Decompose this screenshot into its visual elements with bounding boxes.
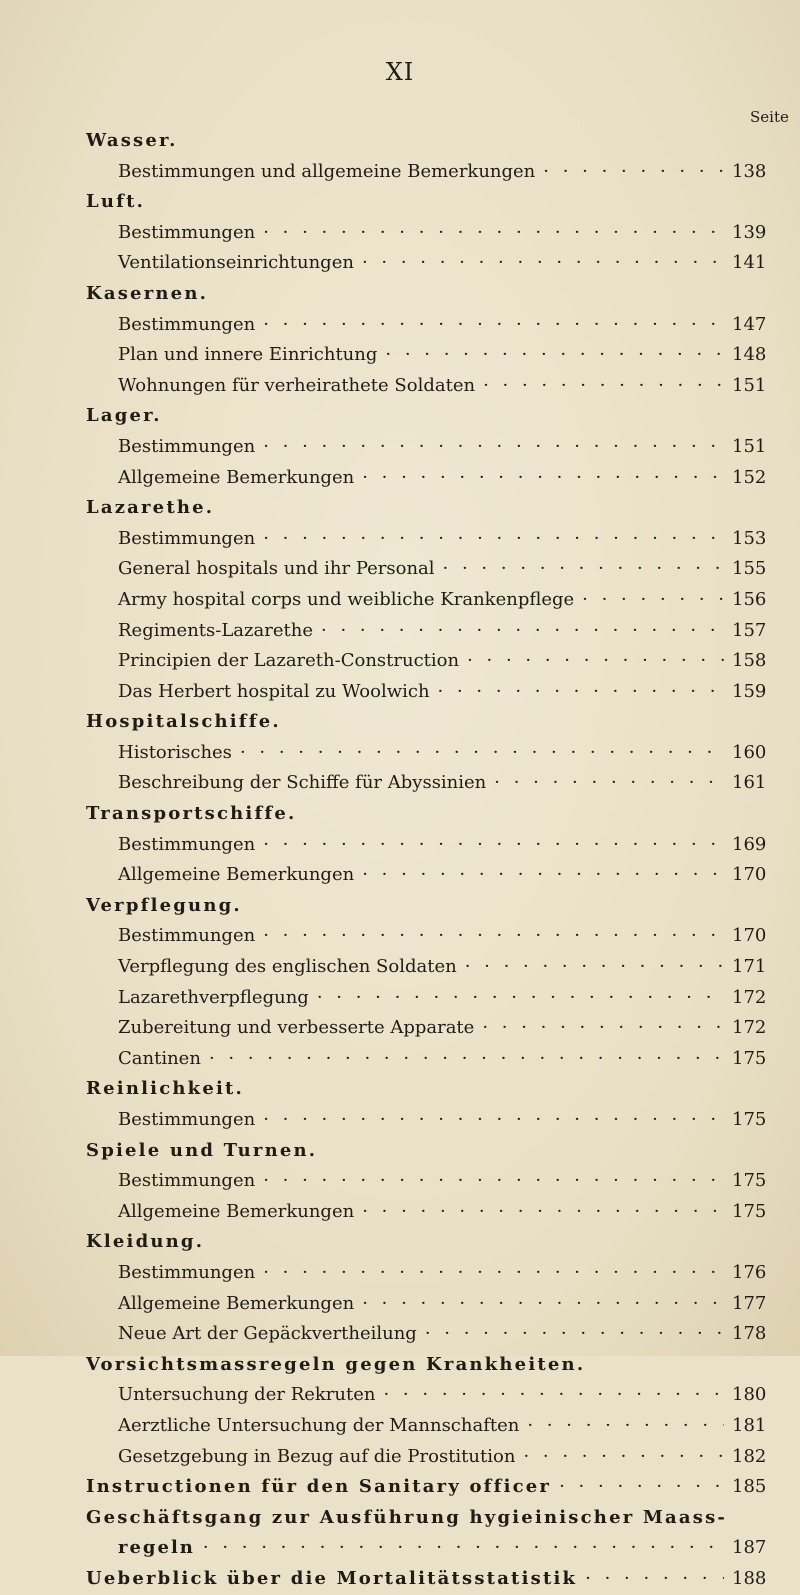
entry-title: Aerztliche Untersuchung der Mannschaften (118, 1414, 520, 1436)
toc-section-continuation (0, 1533, 800, 1564)
dot-leader (263, 432, 724, 463)
section-title: Geschäftsgang zur Ausführung hygieinischer Maass- (86, 1506, 728, 1528)
toc-entry (0, 432, 800, 463)
table-of-contents (0, 126, 800, 1595)
entry-title: Neue Art der Gepäckvertheilung (118, 1323, 417, 1345)
section-title: Wasser. (86, 130, 178, 151)
entry-title: Allgemeine Bemerkungen (118, 864, 355, 886)
page-reference: 175 (732, 1200, 767, 1222)
toc-entry (0, 1105, 800, 1136)
entry-title: Plan und innere Einrichtung (118, 344, 378, 366)
entry-title: Bestimmungen (118, 221, 256, 243)
toc-entry (0, 1442, 800, 1473)
toc-entry (0, 952, 800, 983)
entry-title: Wohnungen für verheirathete Soldaten (118, 374, 476, 396)
entry-title: Regiments-Lazarethe (118, 619, 313, 641)
toc-entry (0, 616, 800, 647)
toc-section-heading (0, 1227, 800, 1258)
section-title: Kleidung. (86, 1231, 205, 1253)
entry-title: Bestimmungen und allgemeine Bemerkungen (118, 160, 536, 182)
toc-entry (0, 340, 800, 371)
dot-leader (425, 1319, 724, 1350)
toc-entry (0, 921, 800, 952)
entry-title: Bestimmungen (118, 1261, 256, 1283)
entry-title: Zubereitung und verbesserte Apparate (118, 1017, 475, 1039)
dot-leader (317, 983, 724, 1014)
dot-leader (203, 1533, 724, 1564)
dot-leader (362, 1289, 724, 1320)
dot-leader (443, 554, 724, 585)
toc-entry (0, 1013, 800, 1044)
entry-title: Bestimmungen (118, 435, 256, 457)
page-reference: 185 (732, 1476, 767, 1498)
section-title: Instructionen für den Sanitary officer (86, 1476, 552, 1498)
toc-entry (0, 677, 800, 708)
dot-leader (362, 463, 724, 494)
toc-section-heading (0, 1503, 800, 1534)
page-reference: 141 (732, 252, 767, 274)
section-title: regeln (118, 1537, 195, 1559)
dot-leader (385, 340, 724, 371)
page-reference: 138 (732, 160, 767, 182)
section-title: Vorsichtsmassregeln gegen Krankheiten. (86, 1353, 586, 1375)
dot-leader (321, 616, 724, 647)
page-reference: 153 (732, 527, 767, 549)
page-reference: 170 (732, 925, 767, 947)
toc-section-heading (0, 401, 800, 432)
page-reference: 158 (732, 650, 767, 672)
toc-entry (0, 738, 800, 769)
page-reference: 139 (732, 221, 767, 243)
dot-leader (362, 1197, 724, 1228)
toc-entry (0, 1197, 800, 1228)
entry-title: Principien der Lazareth-Construction (118, 650, 460, 672)
entry-title: Cantinen (118, 1047, 201, 1069)
entry-title: Untersuchung der Rekruten (118, 1384, 376, 1406)
toc-section-heading (0, 1472, 800, 1503)
toc-section-heading (0, 1350, 800, 1381)
page-reference: 172 (732, 986, 767, 1008)
page-column-label: Seite (750, 108, 789, 126)
toc-entry (0, 524, 800, 555)
toc-entry (0, 463, 800, 494)
dot-leader (263, 524, 724, 555)
dot-leader (585, 1564, 724, 1595)
entry-title: Historisches (118, 741, 232, 763)
page-reference: 181 (732, 1414, 767, 1436)
section-title: Luft. (86, 191, 146, 213)
page-reference: 176 (732, 1261, 767, 1283)
page-reference: 175 (732, 1047, 767, 1069)
toc-section-heading (0, 1136, 800, 1167)
entry-title: Bestimmungen (118, 1109, 256, 1130)
toc-entry (0, 1044, 800, 1075)
page-reference: 161 (732, 772, 767, 794)
dot-leader (263, 218, 724, 249)
toc-entry (0, 830, 800, 861)
dot-leader (209, 1044, 724, 1075)
page-reference: 187 (732, 1537, 767, 1559)
toc-entry (0, 157, 800, 188)
section-title: Lager. (86, 405, 162, 427)
entry-title: Bestimmungen (118, 925, 256, 947)
dot-leader (263, 1105, 724, 1136)
entry-title: Ventilationseinrichtungen (118, 252, 354, 274)
entry-title: Allgemeine Bemerkungen (118, 1200, 355, 1222)
dot-leader (582, 585, 724, 616)
entry-title: Beschreibung der Schiffe für Abyssinien (118, 772, 487, 794)
entry-title: Das Herbert hospital zu Woolwich (118, 680, 430, 702)
page-reference: 156 (732, 588, 767, 610)
dot-leader (482, 1013, 724, 1044)
toc-entry (0, 1380, 800, 1411)
dot-leader (263, 1258, 724, 1289)
dot-leader (465, 952, 724, 983)
page-reference: 159 (732, 680, 767, 702)
toc-entry (0, 1166, 800, 1197)
section-title: Verpflegung. (86, 894, 242, 916)
dot-leader (438, 677, 724, 708)
entry-title: Bestimmungen (118, 1170, 256, 1192)
toc-entry (0, 585, 800, 616)
dot-leader (523, 1442, 724, 1473)
toc-section-heading (0, 707, 800, 738)
section-title: Hospitalschiffe. (86, 711, 281, 733)
dot-leader (494, 768, 724, 799)
page-reference: 177 (732, 1292, 767, 1314)
dot-leader (240, 738, 724, 769)
dot-leader (263, 830, 724, 861)
page-reference: 169 (732, 833, 767, 855)
section-title: Kasernen. (86, 282, 209, 304)
toc-section-heading (0, 493, 800, 524)
page-reference: 155 (732, 558, 767, 580)
dot-leader (559, 1472, 724, 1503)
page-reference: 188 (732, 1567, 767, 1589)
page-reference: 170 (732, 864, 767, 886)
dot-leader (383, 1380, 724, 1411)
entry-title: Gesetzgebung in Bezug auf die Prostitution (118, 1445, 516, 1467)
page-reference: 182 (732, 1445, 767, 1467)
toc-entry (0, 1258, 800, 1289)
section-title: Lazarethe. (86, 497, 215, 519)
toc-entry (0, 860, 800, 891)
section-title: Reinlichkeit. (86, 1078, 245, 1100)
dot-leader (263, 921, 724, 952)
page-reference: 175 (732, 1170, 767, 1192)
page-reference: 147 (732, 313, 767, 335)
dot-leader (263, 1166, 724, 1197)
page-reference: 171 (732, 956, 767, 978)
toc-section-heading (0, 1564, 800, 1595)
toc-section-heading (0, 126, 800, 157)
toc-section-heading (0, 1074, 800, 1105)
dot-leader (483, 371, 724, 402)
toc-section-heading (0, 187, 800, 218)
toc-entry (0, 646, 800, 677)
entry-title: Army hospital corps und weibliche Krankenpflege (118, 588, 575, 610)
section-title: Spiele und Turnen. (86, 1139, 318, 1161)
dot-leader (263, 310, 724, 341)
page-reference: 175 (732, 1109, 767, 1130)
entry-title: Bestimmungen (118, 833, 256, 855)
page-reference: 148 (732, 344, 767, 366)
dot-leader (527, 1411, 724, 1442)
dot-leader (362, 860, 724, 891)
entry-title: Verpflegung des englischen Soldaten (118, 956, 457, 978)
section-title: Ueberblick über die Mortalitätsstatistik (86, 1567, 578, 1589)
dot-leader (467, 646, 724, 677)
toc-entry (0, 983, 800, 1014)
page-reference: 152 (732, 466, 767, 488)
dot-leader (362, 248, 724, 279)
entry-title: Bestimmungen (118, 313, 256, 335)
toc-entry (0, 768, 800, 799)
toc-entry (0, 1319, 800, 1350)
toc-entry (0, 310, 800, 341)
toc-section-heading (0, 799, 800, 830)
toc-entry (0, 1411, 800, 1442)
toc-entry (0, 554, 800, 585)
dot-leader (543, 157, 724, 188)
toc-section-heading (0, 891, 800, 922)
page-number: XI (385, 58, 415, 86)
entry-title: Bestimmungen (118, 527, 256, 549)
toc-section-heading (0, 279, 800, 310)
page-reference: 180 (732, 1384, 767, 1406)
page-reference: 157 (732, 619, 767, 641)
toc-entry (0, 1289, 800, 1320)
page-reference: 178 (732, 1323, 767, 1345)
entry-title: Lazarethverpflegung (118, 986, 309, 1008)
page-reference: 151 (732, 435, 767, 457)
entry-title: Allgemeine Bemerkungen (118, 466, 355, 488)
section-title: Transportschiffe. (86, 803, 297, 825)
toc-entry (0, 371, 800, 402)
toc-entry (0, 248, 800, 279)
entry-title: General hospitals und ihr Personal (118, 558, 435, 580)
page-reference: 151 (732, 374, 767, 396)
page-reference: 160 (732, 741, 767, 763)
entry-title: Allgemeine Bemerkungen (118, 1292, 355, 1314)
toc-entry (0, 218, 800, 249)
page-reference: 172 (732, 1017, 767, 1039)
